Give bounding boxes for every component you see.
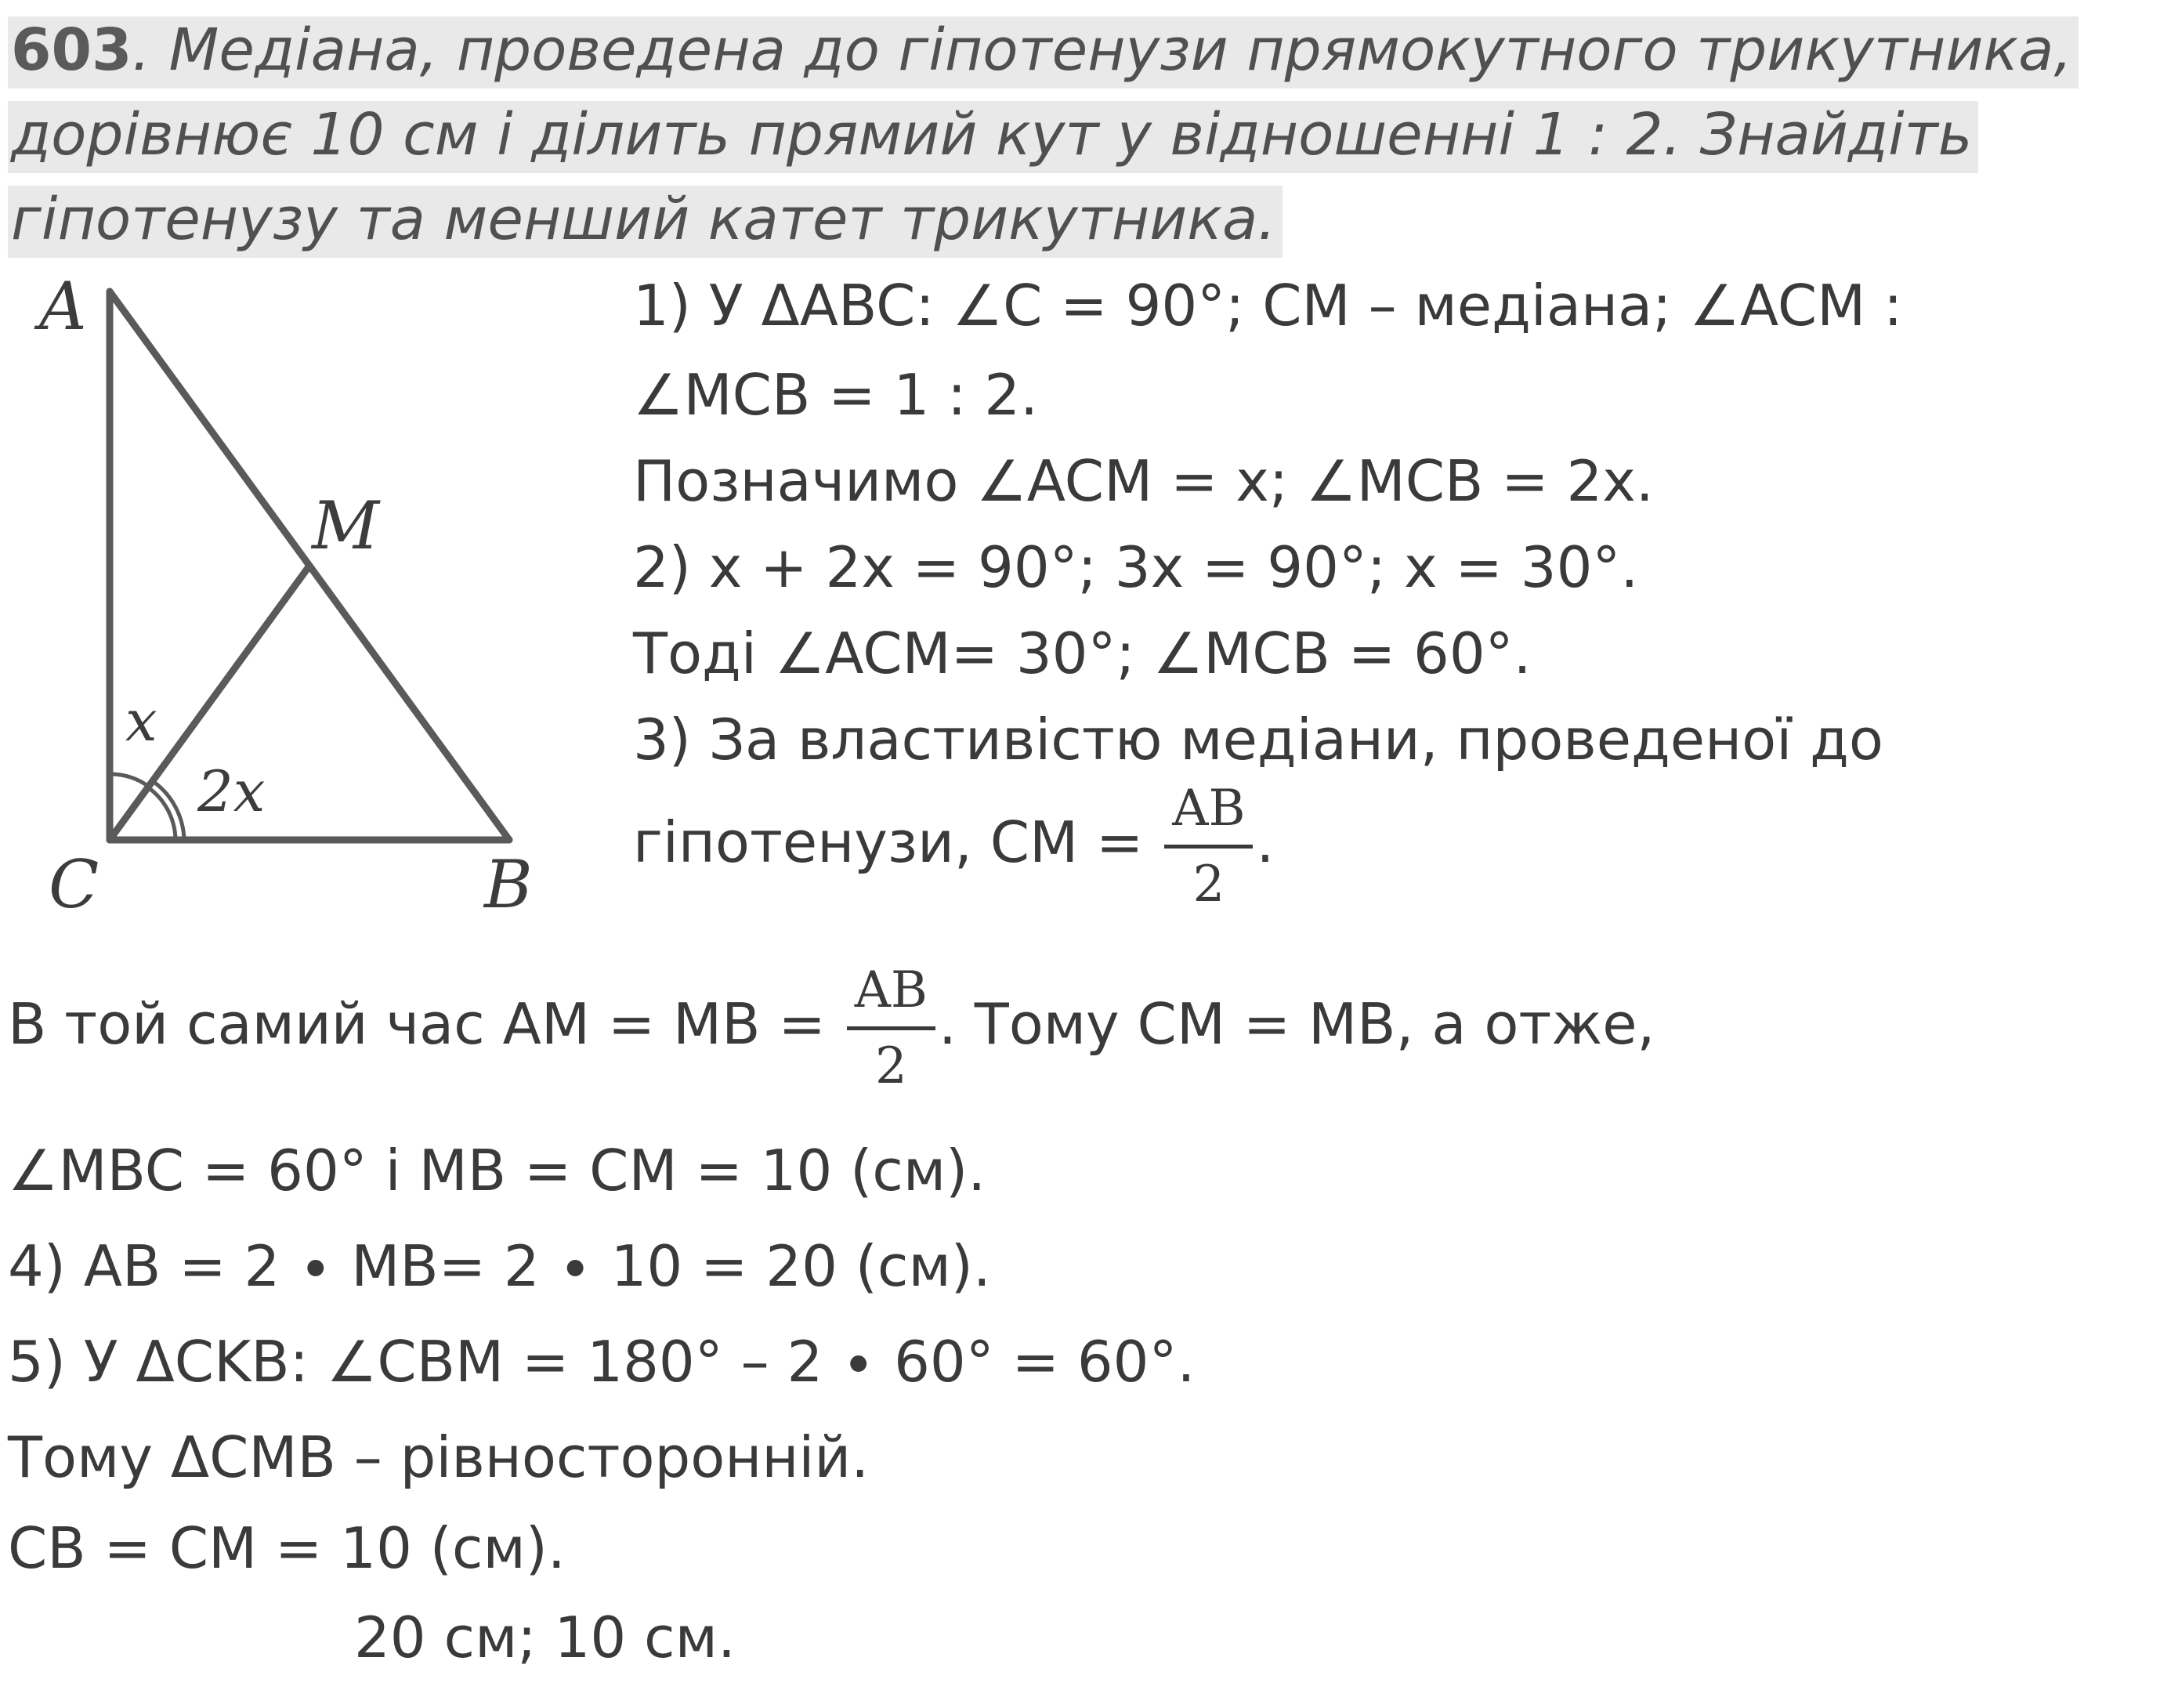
solution-step-1a: 1) У ΔABC: ∠C = 90°; CM – медіана; ∠ACM : [633, 273, 1903, 338]
vertex-label-b: B [484, 846, 533, 923]
fraction-denominator: 2 [874, 1037, 907, 1095]
vertex-label-m: M [312, 487, 380, 564]
solution-step-4: 4) AB = 2 ∙ MB= 2 ∙ 10 = 20 (см). [8, 1233, 991, 1299]
problem-line-1 [8, 16, 2079, 85]
solution-step-1c: Позначимо ∠ACM = x; ∠MCB = 2x. [633, 448, 1654, 514]
problem-number: 603 [11, 16, 132, 84]
solution-step-3c [8, 961, 1655, 1095]
fraction-numerator: AB [847, 965, 935, 1030]
solution-step-3b-text: гіпотенузи, CM = [633, 809, 1162, 876]
problem-text-2: дорівнює 10 см і ділить прямий кут у відношенні 1 : 2. Знайдіть [8, 101, 1978, 173]
vertex-label-a: A [39, 268, 87, 345]
angle-arc-x [110, 774, 149, 787]
solution-step-3c-text: В той самий час AM = MB = [8, 991, 844, 1058]
solution-step-3a: 3) За властивістю медіани, проведеної до [633, 707, 1883, 773]
angle-arc-2x-inner [148, 787, 175, 840]
solution-step-3b-end: . [1256, 809, 1275, 876]
problem-text-1: . Медіана, проведена до гіпотенузи прямокутного трикутника, [132, 16, 2072, 84]
triangle-figure [0, 266, 595, 940]
answer: 20 см; 10 см. [354, 1605, 736, 1670]
solution-step-3d: ∠MBC = 60° і MB = CM = 10 (см). [8, 1138, 986, 1203]
problem-line-3 [8, 185, 1283, 254]
angle-label-x: x [125, 688, 157, 754]
solution-step-5c: CB = CM = 10 (см). [8, 1515, 566, 1581]
problem-text-3: гіпотенузу та менший катет трикутника. [8, 186, 1283, 258]
solution-step-2a: 2) x + 2x = 90°; 3x = 90°; x = 30°. [633, 534, 1639, 600]
solution-step-5a: 5) У ΔCKB: ∠CBM = 180° – 2 ∙ 60° = 60°. [8, 1329, 1196, 1395]
solution-step-5b: Тому ΔCMB – рівносторонній. [8, 1424, 870, 1490]
solution-step-3b [633, 780, 1275, 914]
vertex-label-c: C [49, 846, 99, 923]
problem-line-2 [8, 100, 1978, 169]
fraction-ab-over-2 [847, 961, 935, 1095]
fraction-ab-over-2 [1164, 780, 1253, 914]
fraction-denominator: 2 [1192, 856, 1225, 914]
fraction-numerator: AB [1164, 783, 1253, 849]
solution-step-1b: ∠MCB = 1 : 2. [633, 362, 1038, 428]
angle-label-2x: 2x [197, 758, 266, 824]
solution-step-3c-end: . Тому CM = MB, а отже, [938, 991, 1655, 1058]
solution-step-2b: Тоді ∠ACM= 30°; ∠MCB = 60°. [633, 621, 1532, 686]
